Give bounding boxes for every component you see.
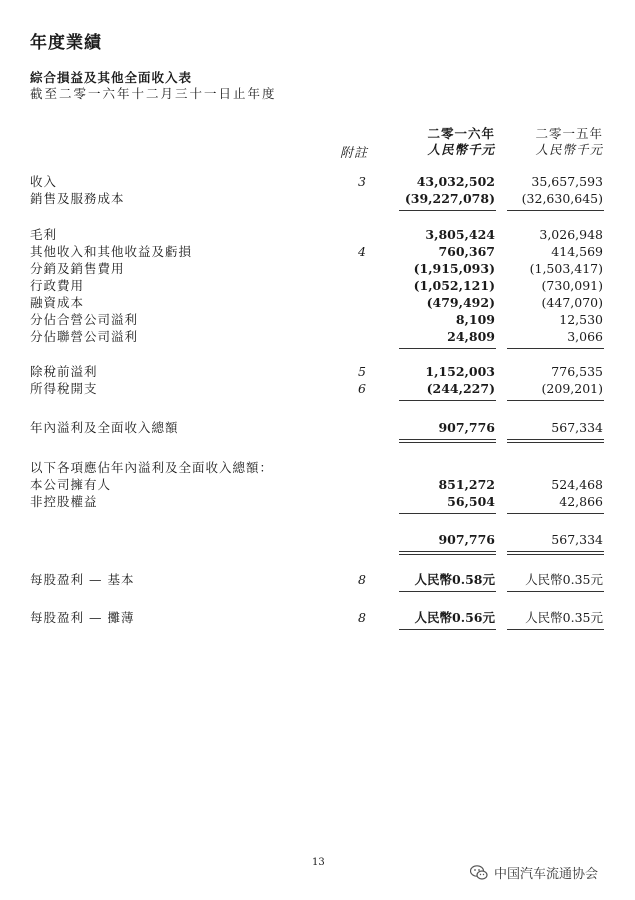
table-row xyxy=(0,295,635,311)
divider-line xyxy=(507,513,604,514)
divider-line xyxy=(507,400,604,401)
table-row xyxy=(0,329,635,345)
row-value-2015: 567,334 xyxy=(551,532,603,547)
row-value-2016: 人民幣0.58元 xyxy=(414,572,495,587)
double-underline xyxy=(507,439,604,440)
divider-line xyxy=(399,348,496,349)
row-value-2015: 524,468 xyxy=(551,477,603,492)
divider-line xyxy=(399,210,496,211)
row-note: 4 xyxy=(358,244,366,259)
table-row xyxy=(0,364,635,380)
table-row xyxy=(0,227,635,243)
page-title: 年度業績 xyxy=(30,33,102,53)
table-row xyxy=(0,312,635,328)
table-row xyxy=(0,381,635,397)
row-label: 以下各項應佔年內溢利及全面收入總額： xyxy=(30,460,274,475)
row-label: 每股盈利 — 攤薄 xyxy=(30,610,135,625)
row-value-2015: (209,201) xyxy=(541,381,603,396)
row-value-2015: 567,334 xyxy=(551,420,603,435)
row-value-2016: 907,776 xyxy=(438,420,495,435)
statement-title: 綜合損益及其他全面收入表 xyxy=(30,70,193,85)
row-label: 每股盈利 — 基本 xyxy=(30,572,135,587)
row-value-2015: (32,630,645) xyxy=(521,191,603,206)
row-value-2016: (1,052,121) xyxy=(413,278,495,293)
table-row xyxy=(0,610,635,626)
row-note: 8 xyxy=(358,610,366,625)
row-value-2016: 907,776 xyxy=(438,532,495,547)
double-underline xyxy=(399,554,496,555)
column-header-note: 附註 xyxy=(340,146,369,161)
row-label: 毛利 xyxy=(30,227,58,242)
row-value-2016: (244,227) xyxy=(426,381,495,396)
row-value-2015: 35,657,593 xyxy=(531,174,603,189)
column-header-2015-year: 二零一五年 xyxy=(535,126,603,141)
row-value-2016: 8,109 xyxy=(455,312,495,327)
row-value-2016: (39,227,078) xyxy=(404,191,495,206)
column-header-2016-year: 二零一六年 xyxy=(427,126,495,141)
row-label: 所得稅開支 xyxy=(30,381,98,396)
page-number: 13 xyxy=(312,857,325,868)
row-value-2016: 56,504 xyxy=(447,494,495,509)
row-value-2015: (447,070) xyxy=(541,295,603,310)
row-value-2015: 3,026,948 xyxy=(539,227,603,242)
row-value-2016: 人民幣0.56元 xyxy=(414,610,495,625)
table-row xyxy=(0,420,635,436)
row-value-2016: 760,367 xyxy=(438,244,495,259)
row-label: 銷售及服務成本 xyxy=(30,191,125,206)
divider-line xyxy=(399,629,496,630)
row-label: 分佔聯營公司溢利 xyxy=(30,329,139,344)
row-label: 融資成本 xyxy=(30,295,85,310)
row-label: 行政費用 xyxy=(30,278,85,293)
divider-line xyxy=(399,400,496,401)
row-label: 除稅前溢利 xyxy=(30,364,98,379)
table-row xyxy=(0,532,635,548)
row-value-2016: 3,805,424 xyxy=(425,227,495,242)
row-value-2015: (730,091) xyxy=(541,278,603,293)
divider-line xyxy=(507,210,604,211)
column-header-2015-unit: 人民幣千元 xyxy=(535,142,603,157)
divider-line xyxy=(507,591,604,592)
row-note: 6 xyxy=(358,381,366,396)
row-value-2015: 3,066 xyxy=(567,329,603,344)
divider-line xyxy=(399,591,496,592)
row-value-2016: 1,152,003 xyxy=(425,364,495,379)
table-row xyxy=(0,278,635,294)
row-value-2016: (479,492) xyxy=(426,295,495,310)
table-row xyxy=(0,572,635,588)
row-value-2015: 人民幣0.35元 xyxy=(525,572,603,587)
divider-line xyxy=(507,629,604,630)
row-label: 本公司擁有人 xyxy=(30,477,112,492)
row-value-2016: (1,915,093) xyxy=(413,261,495,276)
row-value-2015: 776,535 xyxy=(551,364,603,379)
row-value-2015: 12,530 xyxy=(559,312,603,327)
row-label: 分銷及銷售費用 xyxy=(30,261,125,276)
table-row xyxy=(0,174,635,190)
column-header-2016-unit: 人民幣千元 xyxy=(427,142,495,157)
row-label: 年內溢利及全面收入總額 xyxy=(30,420,179,435)
double-underline xyxy=(507,551,604,552)
row-label: 其他收入和其他收益及虧損 xyxy=(30,244,193,259)
row-value-2015: (1,503,417) xyxy=(529,261,603,276)
row-value-2016: 43,032,502 xyxy=(416,174,495,189)
double-underline xyxy=(507,554,604,555)
row-note: 5 xyxy=(358,364,366,379)
row-value-2015: 414,569 xyxy=(551,244,603,259)
row-value-2016: 24,809 xyxy=(447,329,495,344)
divider-line xyxy=(399,513,496,514)
table-row xyxy=(0,261,635,277)
row-note: 3 xyxy=(358,174,366,189)
watermark xyxy=(470,863,598,882)
double-underline xyxy=(399,551,496,552)
double-underline xyxy=(399,442,496,443)
row-label: 非控股權益 xyxy=(30,494,98,509)
watermark-text: 中国汽车流通协会 xyxy=(494,867,599,882)
statement-subtitle: 截至二零一六年十二月三十一日止年度 xyxy=(30,86,277,101)
table-row xyxy=(0,244,635,260)
divider-line xyxy=(507,348,604,349)
table-row xyxy=(0,494,635,510)
row-label: 收入 xyxy=(30,174,58,189)
double-underline xyxy=(507,442,604,443)
double-underline xyxy=(399,439,496,440)
row-value-2015: 人民幣0.35元 xyxy=(525,610,603,625)
wechat-icon xyxy=(470,865,488,881)
row-value-2016: 851,272 xyxy=(438,477,495,492)
table-row xyxy=(0,477,635,493)
row-label: 分佔合營公司溢利 xyxy=(30,312,139,327)
table-row xyxy=(0,460,635,476)
table-row xyxy=(0,191,635,207)
row-note: 8 xyxy=(358,572,366,587)
row-value-2015: 42,866 xyxy=(559,494,603,509)
